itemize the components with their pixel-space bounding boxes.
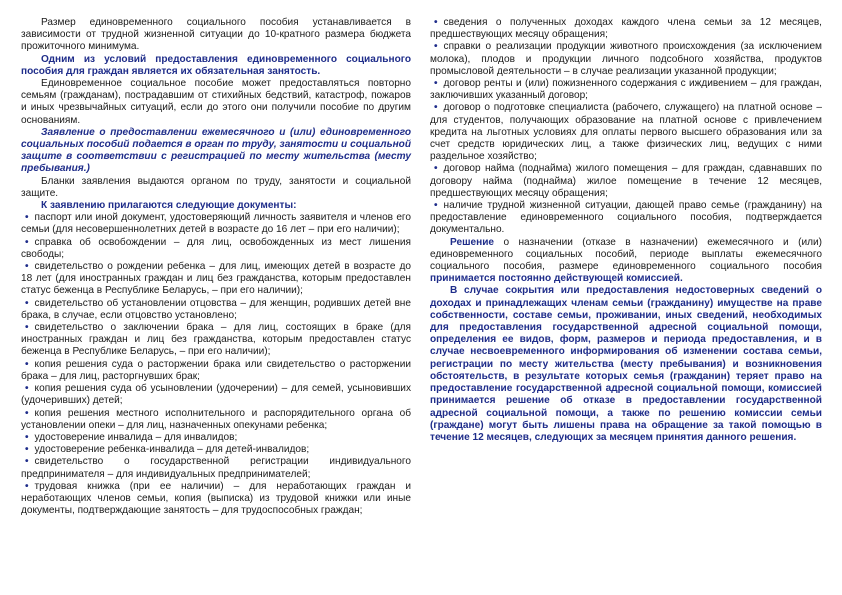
- list-item: • договор найма (поднайма) жилого помещения – для граждан, сдавнавших по договору найма (поднайма) жилое помещение в течение 12 месяцев, предшествующих месяцу обращения;: [430, 163, 822, 199]
- bullet-icon: •: [25, 236, 29, 248]
- list-item: • свидетельство о государственной регистрации индивидуального предпринимателя – для индивидуальных предпринимателей;: [21, 456, 411, 480]
- bullet-icon: •: [25, 322, 29, 334]
- list-item: • удостоверение инвалида – для инвалидов;: [25, 431, 238, 443]
- decision-lead: Решение: [450, 236, 495, 248]
- bullet-icon: •: [434, 163, 438, 175]
- bullet-icon: •: [25, 431, 29, 443]
- list-item: • копия решения суда о расторжении брака или свидетельство о расторжении брака – для лиц, расторгнувших брак;: [21, 358, 411, 382]
- list-item: • удостоверение ребенка-инвалида – для детей-инвалидов;: [25, 444, 310, 456]
- bullet-icon: •: [25, 383, 29, 395]
- bullet-icon: •: [25, 212, 29, 224]
- list-item: • копия решения суда об усыновлении (удочерении) – для семей, усыновивших (удочеривших) детей;: [21, 383, 411, 407]
- application-paragraph: Заявление о предоставлении ежемесячного и (или) единовременного социальных пособий подается в орган по труду, занятости и социальной защите в соответствии с регистрацией по месту жительства (месту пребывания.): [21, 126, 411, 175]
- repeat-benefit-paragraph: Единовременное социальное пособие может предоставляться повторно семьям (гражданам), пострадавшим от стихийных бедствий, катастроф, пожаров и иных чрезвычайных ситуаций, если до этого они получили пособие по другим основаниям.: [21, 78, 411, 126]
- list-item: • договор о подготовке специалиста (рабочего, служащего) на платной основе – для студентов, получающих образование на платной основе с привлечением кредита на льготных условиях для оплаты первого высшего образования или за счет средств юридических лиц, а также физических лиц, ведущих с ними раздельное хозяйство;: [430, 102, 822, 163]
- left-column: [21, 17, 411, 517]
- employment-condition-paragraph: Одним из условий предоставления единовременного социального пособия для граждан является их обязательная занятость.: [21, 53, 411, 77]
- documents-list-continued: [430, 17, 822, 237]
- list-item: • справки о реализации продукции животного происхождения (за исключением молока), плодов и продукции личного подсобного хозяйства, продуктов промысловой деятельности – в случае реализации указанной продукции;: [430, 41, 822, 77]
- list-item: • паспорт или иной документ, удостоверяющий личность заявителя и членов его семьи (для несовершеннолетних детей в возрасте до 16 лет – при его наличии);: [21, 212, 411, 236]
- list-item: • копия решения местного исполнительного и распорядительного органа об установлении опеки – для лиц, назначенных опекунами ребенка;: [21, 407, 411, 431]
- bullet-icon: •: [25, 358, 29, 370]
- concealment-paragraph: В случае сокрытия или предоставления недостоверных сведений о доходах и принадлежащих членам семьи (гражданину) имуществе на праве собственности, составе семьи, проживании, иных сведений, необходимых для предоставления государственной адресной социальной помощи, определения ее видов, форм, размеров и периода предоставления, и в случае несвоевременного информирования об изменении состава семьи, регистрации по месту жительства (месту пребывания) и возникновения обстоятельств, в результате которых семья (гражданин) теряет право на предоставление государственной адресной социальной помощи, комиссией принимается решение об отказе в предоставлении государственной адресной социальной помощи, а также по решению комиссии семьи (граждане) могут быть лишены права на обращение за такой помощью в течение 12 месяцев, следующих за месяцем принятия данного решения.: [430, 285, 822, 443]
- bullet-icon: •: [434, 200, 438, 212]
- benefit-size-paragraph: Размер единовременного социального пособия устанавливается в зависимости от трудной жизненной ситуации до 10-кратного размера бюджета прожиточного минимума.: [21, 17, 411, 53]
- bullet-icon: •: [434, 78, 438, 90]
- list-item: • свидетельство о рождении ребенка – для лиц, имеющих детей в возрасте до 18 лет (для иностранных граждан и лиц без гражданства, которым предоставлен статус беженца в Республике Беларусь, – при его наличии);: [21, 261, 411, 297]
- bullet-icon: •: [25, 261, 29, 273]
- bullet-icon: •: [25, 480, 29, 492]
- bullet-icon: •: [25, 456, 29, 468]
- bullet-icon: •: [25, 407, 29, 419]
- list-item: • наличие трудной жизненной ситуации, дающей право семье (гражданину) на предоставление единовременного социального пособия, подтверждается документально.: [430, 200, 822, 236]
- bullet-icon: •: [25, 444, 29, 456]
- list-item: • договор ренты и (или) пожизненного содержания с иждивением – для граждан, заключивших указанный договор;: [430, 78, 822, 102]
- list-item: • справка об освобождении – для лиц, освобожденных из мест лишения свободы;: [21, 236, 411, 260]
- documents-list: [21, 212, 411, 517]
- forms-paragraph: Бланки заявления выдаются органом по труду, занятости и социальной защите.: [21, 175, 411, 199]
- decision-paragraph: [430, 237, 822, 286]
- bullet-icon: •: [25, 297, 29, 309]
- list-item: • трудовая книжка (при ее наличии) – для неработающих граждан и неработающих членов семьи, копия (выписка) из трудовой книжки или иные документы, подтверждающие занятость – для трудоспособных граждан;: [21, 480, 411, 517]
- bullet-icon: •: [434, 102, 438, 114]
- decision-bold: принимается постоянно действующей комиссией.: [430, 273, 683, 285]
- bullet-icon: •: [434, 41, 438, 53]
- list-item: • свидетельство об установлении отцовства – для женщин, родивших детей вне брака, в случае, если отцовство установлено;: [21, 297, 411, 321]
- decision-text: о назначении (отказе в назначении) ежемесячного и (или) единовременного социальных пособий, периоде выплаты ежемесячного социального пособия, размере единовременного социального пособия: [430, 236, 822, 273]
- list-item: • сведения о полученных доходах каждого члена семьи за 12 месяцев, предшествующих месяцу обращения;: [430, 17, 822, 41]
- documents-heading: К заявлению прилагаются следующие документы:: [41, 200, 297, 212]
- list-item: • свидетельство о заключении брака – для лиц, состоящих в браке (для иностранных граждан и лиц без гражданства, которым предоставлен статус беженца в Республике Беларусь, – при его наличии);: [21, 322, 411, 358]
- right-column: [430, 17, 822, 444]
- bullet-icon: •: [434, 17, 438, 28]
